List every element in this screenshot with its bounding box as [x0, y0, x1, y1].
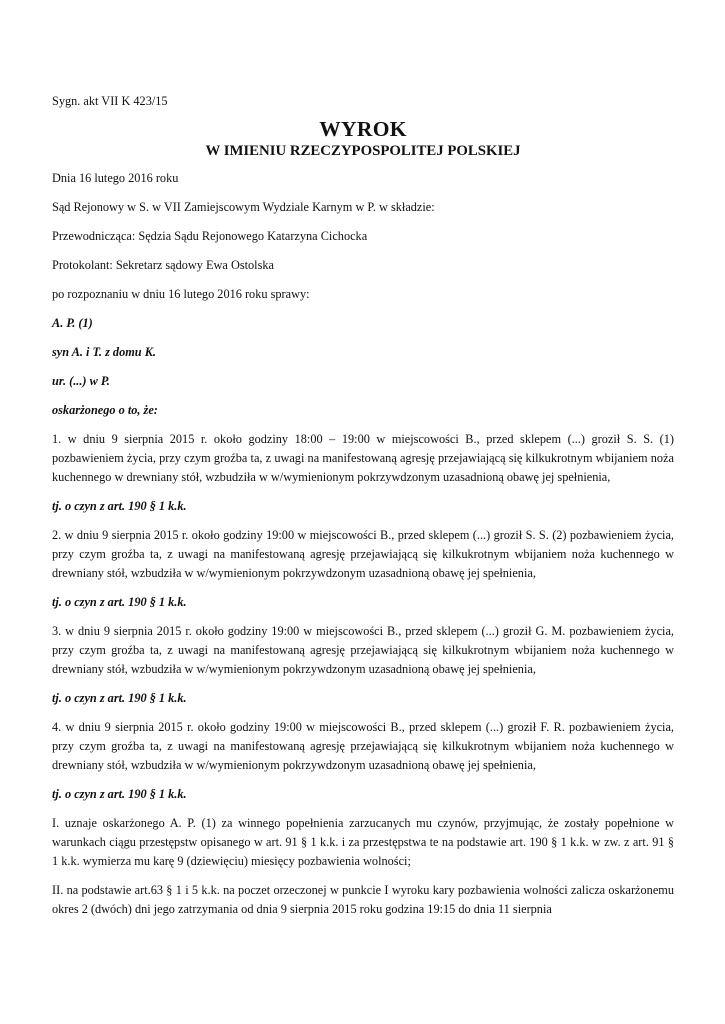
- ruling-point: I. uznaje oskarżonego A. P. (1) za winnego popełnienia zarzucanych mu czynów, przyjmując, że zostały popełnione w warunkach ciągu przestępstw opisanego w art. 91 § 1 k.k. i za przestępstwa te na podstawie art. 190 § 1 k.k. w zw. z art. 91 § 1 k.k. wymierza mu karę 9 (dziewięciu) miesięcy pozbawienia wolności;: [52, 816, 674, 868]
- charge-text: 2. w dniu 9 sierpnia 2015 r. około godziny 19:00 w miejscowości B., przed sklepem (...) groził S. S. (2) pozbawieniem życia, przy czym groźba ta, z uwagi na manifestowaną agresję przejawiającą się kilkukrotnym wbijaniem noża kuchennego w drewniany stół, wzbudziła w w/wymienionym pokrzywdzonym uzasadnioną obawę jej spełnienia,: [52, 528, 674, 580]
- court-composition: Sąd Rejonowy w S. w VII Zamiejscowym Wydziale Karnym w P. w składzie:: [52, 200, 435, 214]
- charge-article: tj. o czyn z art. 190 § 1 k.k.: [52, 691, 187, 705]
- document-subtitle: W IMIENIU RZECZYPOSPOLITEJ POLSKIEJ: [205, 143, 521, 159]
- case-signature: Sygn. akt VII K 423/15: [52, 94, 168, 108]
- document-page: [52, 92, 674, 929]
- accused-of-heading: oskarżonego o to, że:: [52, 403, 158, 417]
- charge-article: tj. o czyn z art. 190 § 1 k.k.: [52, 499, 187, 513]
- charge-article: tj. o czyn z art. 190 § 1 k.k.: [52, 787, 187, 801]
- document-title: WYROK: [319, 117, 407, 141]
- case-intro: po rozpoznaniu w dniu 16 lutego 2016 roku sprawy:: [52, 287, 310, 301]
- defendant-birth: ur. (...) w P.: [52, 374, 110, 388]
- judgment-date: Dnia 16 lutego 2016 roku: [52, 171, 179, 185]
- presiding-judge: Przewodnicząca: Sędzia Sądu Rejonowego Katarzyna Cichocka: [52, 229, 368, 243]
- court-clerk: Protokolant: Sekretarz sądowy Ewa Ostolska: [52, 258, 274, 272]
- charge-article: tj. o czyn z art. 190 § 1 k.k.: [52, 595, 187, 609]
- charge-text: 1. w dniu 9 sierpnia 2015 r. około godziny 18:00 – 19:00 w miejscowości B., przed sklepem (...) groził S. S. (1) pozbawieniem życia, przy czym groźba ta, z uwagi na manifestowaną agresję przejawiającą się kilkukrotnym wbijaniem noża kuchennego w drewniany stół, wzbudziła w w/wymienionym pokrzywdzonym uzasadnioną obawę jej spełnienia,: [52, 432, 674, 484]
- defendant-parents: syn A. i T. z domu K.: [52, 345, 156, 359]
- charge-text: 4. w dniu 9 sierpnia 2015 r. około godziny 19:00 w miejscowości B., przed sklepem (...) groził F. R. pozbawieniem życia, przy czym groźba ta, z uwagi na manifestowaną agresję przejawiającą się kilkukrotnym wbijaniem noża kuchennego w drewniany stół, wzbudziła w w/wymienionym pokrzywdzonym uzasadnioną obawę jej spełnienia,: [52, 720, 674, 772]
- ruling-point: II. na podstawie art.63 § 1 i 5 k.k. na poczet orzeczonej w punkcie I wyroku kary pozbawienia wolności zalicza oskarżonemu okres 2 (dwóch) dni jego zatrzymania od dnia 9 sierpnia 2015 roku godzina 19:15 do dnia 11 sierpnia: [52, 883, 674, 916]
- defendant-name: A. P. (1): [52, 316, 93, 330]
- charge-text: 3. w dniu 9 sierpnia 2015 r. około godziny 19:00 w miejscowości B., przed sklepem (...) groził G. M. pozbawieniem życia, przy czym groźba ta, z uwagi na manifestowaną agresję przejawiającą się kilkukrotnym wbijaniem noża kuchennego w drewniany stół, wzbudziła w w/wymienionym pokrzywdzonym uzasadnioną obawę jej spełnienia,: [52, 624, 674, 676]
